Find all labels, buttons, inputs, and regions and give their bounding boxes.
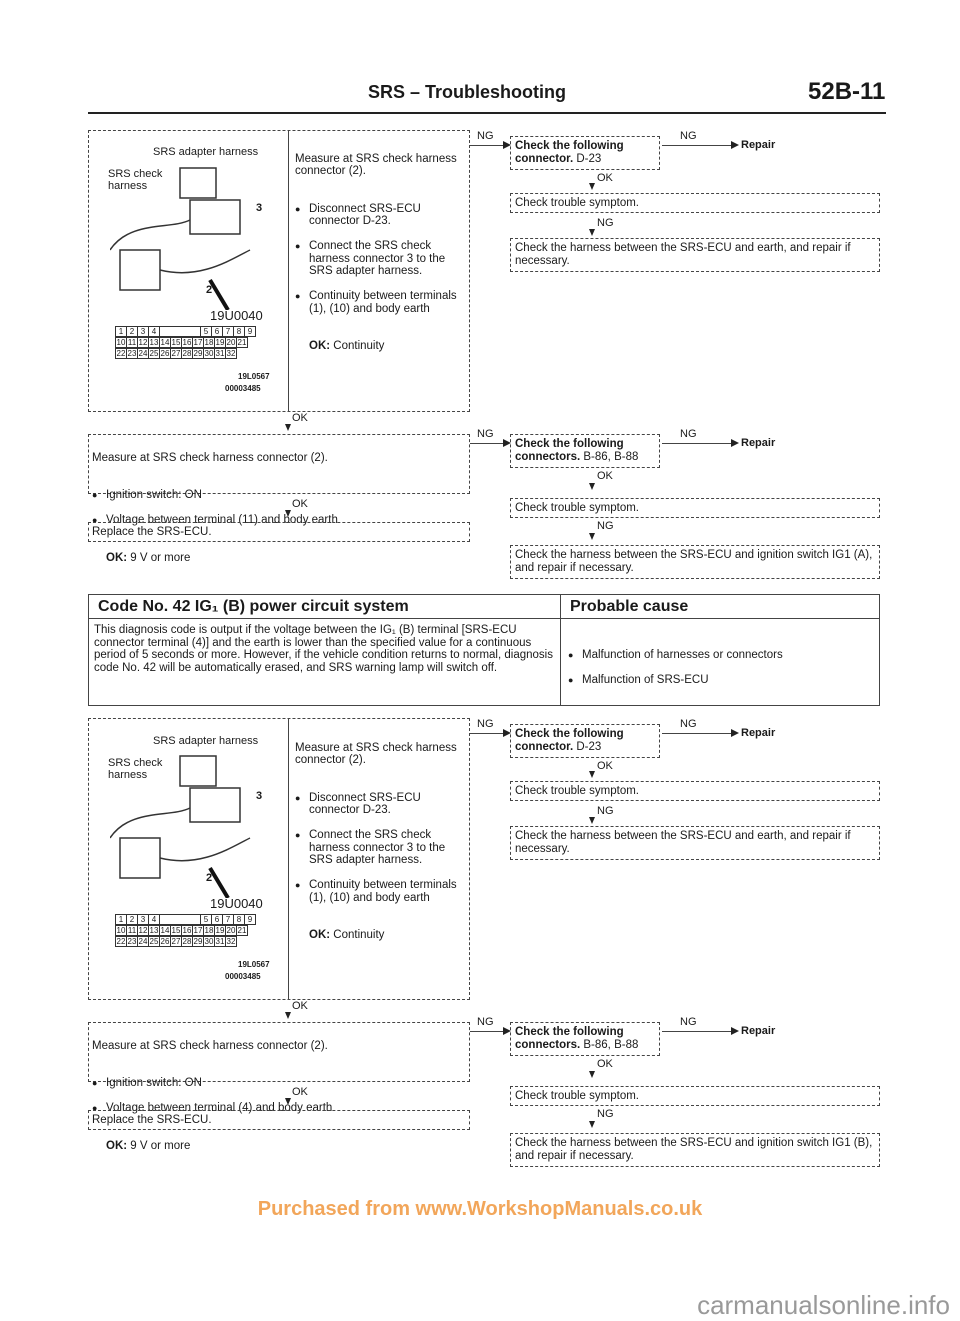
ok-label-3b: OK: [597, 1058, 613, 1070]
ng-label-3b: NG: [597, 805, 614, 817]
check2-step: Check the following connectors. B-86, B-88: [515, 438, 639, 463]
figure-code-2: 19L0567: [238, 372, 270, 381]
ng-connector: [470, 145, 504, 146]
callout-2: 2: [206, 284, 213, 296]
terminal-grid-2: 1 2 3 4 5 6 7 8 9 10 11 12 13 14 15 16 17 18 19 20 21 22 23 24 25 26 27 28 29 30 31 32: [115, 914, 256, 947]
arrow-right-2b: [731, 729, 739, 737]
cause-list: ● Malfunction of harnesses or connectors ● Malfunction of SRS-ECU: [568, 624, 868, 712]
ok-label-b: OK: [597, 760, 613, 772]
arrow-down-2b: [589, 817, 595, 824]
figure-code: 19U0040: [210, 308, 263, 323]
watermark: carmanualsonline.info: [697, 1290, 950, 1320]
arrow-down-2: [589, 229, 595, 236]
ng-label-4b: NG: [477, 1016, 494, 1028]
ok-label-4b: OK: [292, 1086, 308, 1098]
cause-title: Probable cause: [570, 598, 689, 615]
ng-label-6b: NG: [597, 1108, 614, 1120]
ok-label-2: OK: [292, 412, 308, 424]
replace-step-2: Replace the SRS-ECU.: [92, 1114, 212, 1126]
arrow-right-4: [731, 439, 739, 447]
page-code: 52B-11: [808, 78, 886, 105]
repair-label-2b: Repair: [741, 1025, 776, 1037]
arrow-down-b: [589, 771, 595, 778]
ng-label-2b: NG: [680, 718, 697, 730]
ng-label-5b: NG: [680, 1016, 697, 1028]
diagram-divider-2: [288, 718, 289, 1000]
check-connector: Check the following connector. D-23: [515, 140, 624, 165]
check-harness-label-2: SRS check harness: [108, 757, 163, 781]
ng-label-2: NG: [680, 130, 697, 142]
trouble2-step: Check trouble symptom.: [515, 502, 639, 514]
callout-2b: 2: [206, 872, 213, 884]
trouble-step-2: Check trouble symptom.: [515, 785, 639, 797]
figure-code-b: 19U0040: [210, 896, 263, 911]
measure2-step: Measure at SRS check harness connector (2). ● Ignition switch: ON ● Voltage between terminal (11) and body earth OK: 9 V or more: [92, 439, 462, 577]
check-harness-label: SRS check harness: [108, 168, 163, 192]
ng-connector-4: [662, 443, 732, 444]
ok-label-2b: OK: [292, 1000, 308, 1012]
measure2-step-2: Measure at SRS check harness connector (2). ● Ignition switch: ON ● Voltage between terminal (4) and body earth OK: 9 V or more: [92, 1027, 462, 1165]
callout-3: 3: [256, 202, 263, 214]
harness2-step-2: Check the harness between the SRS-ECU and ignition switch IG1 (B), and repair if necessary.: [515, 1137, 873, 1162]
code42-desc: This diagnosis code is output if the voltage between the IG₁ (B) terminal [SRS-ECU connector terminal (4)] and the earth is lower than the specified value for a continuous period of 5 seconds or more. However, if the vehicle condition returns to normal, diagnosis code No. 42 will be automatically erased, and SRS warning lamp will switch off.: [94, 624, 553, 674]
arrow-down-5b: [285, 1098, 291, 1105]
ok-label-3: OK: [597, 470, 613, 482]
ng-connector-2b: [662, 733, 732, 734]
arrow-down-5: [285, 510, 291, 517]
code42-divider: [560, 594, 561, 706]
trouble2-step-2: Check trouble symptom.: [515, 1090, 639, 1102]
ok-label: OK: [597, 172, 613, 184]
arrow-down-3b: [285, 1012, 291, 1019]
footer-link[interactable]: Purchased from www.WorkshopManuals.co.uk: [257, 1198, 703, 1220]
replace-step: Replace the SRS-ECU.: [92, 526, 212, 538]
ng-connector-4b: [662, 1031, 732, 1032]
arrow-down-3: [285, 424, 291, 431]
ng-connector-b: [470, 733, 504, 734]
callout-3b: 3: [256, 790, 263, 802]
ok-label-4: OK: [292, 498, 308, 510]
figure-code-3b: 00003485: [225, 972, 261, 981]
arrow-down-4b: [589, 1071, 595, 1078]
trouble-step: Check trouble symptom.: [515, 197, 639, 209]
arrow-down-6: [589, 533, 595, 540]
measure-step-2: Measure at SRS check harness connector (2). ● Disconnect SRS-ECU connector D-23. ● Connect the SRS check harness connector 3 to the SRS adapter harness. ● Continuity between terminals (1), (10) and body earth OK: Continuity: [295, 729, 467, 954]
check-connector-2: Check the following connector. D-23: [515, 728, 624, 753]
ng-connector-3b: [470, 1031, 504, 1032]
ng-label-6: NG: [597, 520, 614, 532]
harness-illustration-2: [110, 748, 290, 898]
repair-label: Repair: [741, 139, 776, 151]
ng-label-4: NG: [477, 428, 494, 440]
figure-code-3: 00003485: [225, 384, 261, 393]
terminal-grid: 1 2 3 4 5 6 7 8 9 10 11 12 13 14 15 16 17 18 19 20 21 22 23 24 25 26 27 28 29 30 31 32: [115, 326, 256, 359]
adapter-label-2: SRS adapter harness: [153, 735, 259, 747]
ng-connector-2: [662, 145, 732, 146]
check2-step-2: Check the following connectors. B-86, B-88: [515, 1026, 639, 1051]
diagram-divider: [288, 130, 289, 412]
arrow-down: [589, 183, 595, 190]
header-rule: [88, 112, 886, 114]
harness2-step: Check the harness between the SRS-ECU and ignition switch IG1 (A), and repair if necessary.: [515, 549, 873, 574]
measure-step: Measure at SRS check harness connector (2). ● Disconnect SRS-ECU connector D-23. ● Connect the SRS check harness connector 3 to the SRS adapter harness. ● Continuity between terminals (1), (10) and body earth OK: Continuity: [295, 140, 467, 365]
arrow-right-2: [731, 141, 739, 149]
page-title: SRS – Troubleshooting: [368, 82, 567, 102]
code42-header-rule: [88, 618, 880, 619]
ng-label-3: NG: [597, 217, 614, 229]
adapter-label: SRS adapter harness: [153, 146, 259, 158]
arrow-right-4b: [731, 1027, 739, 1035]
code42-title: Code No. 42 IG₁ (B) power circuit system: [98, 598, 409, 615]
repair-label-2: Repair: [741, 437, 776, 449]
ng-label: NG: [477, 130, 494, 142]
ng-label-b: NG: [477, 718, 494, 730]
ng-connector-3: [470, 443, 504, 444]
harness-step-2: Check the harness between the SRS-ECU and earth, and repair if necessary.: [515, 830, 851, 855]
ng-label-5: NG: [680, 428, 697, 440]
harness-step: Check the harness between the SRS-ECU and earth, and repair if necessary.: [515, 242, 851, 267]
harness-illustration: [110, 160, 290, 310]
arrow-down-4: [589, 483, 595, 490]
arrow-down-6b: [589, 1121, 595, 1128]
repair-label-b: Repair: [741, 727, 776, 739]
figure-code-2b: 19L0567: [238, 960, 270, 969]
